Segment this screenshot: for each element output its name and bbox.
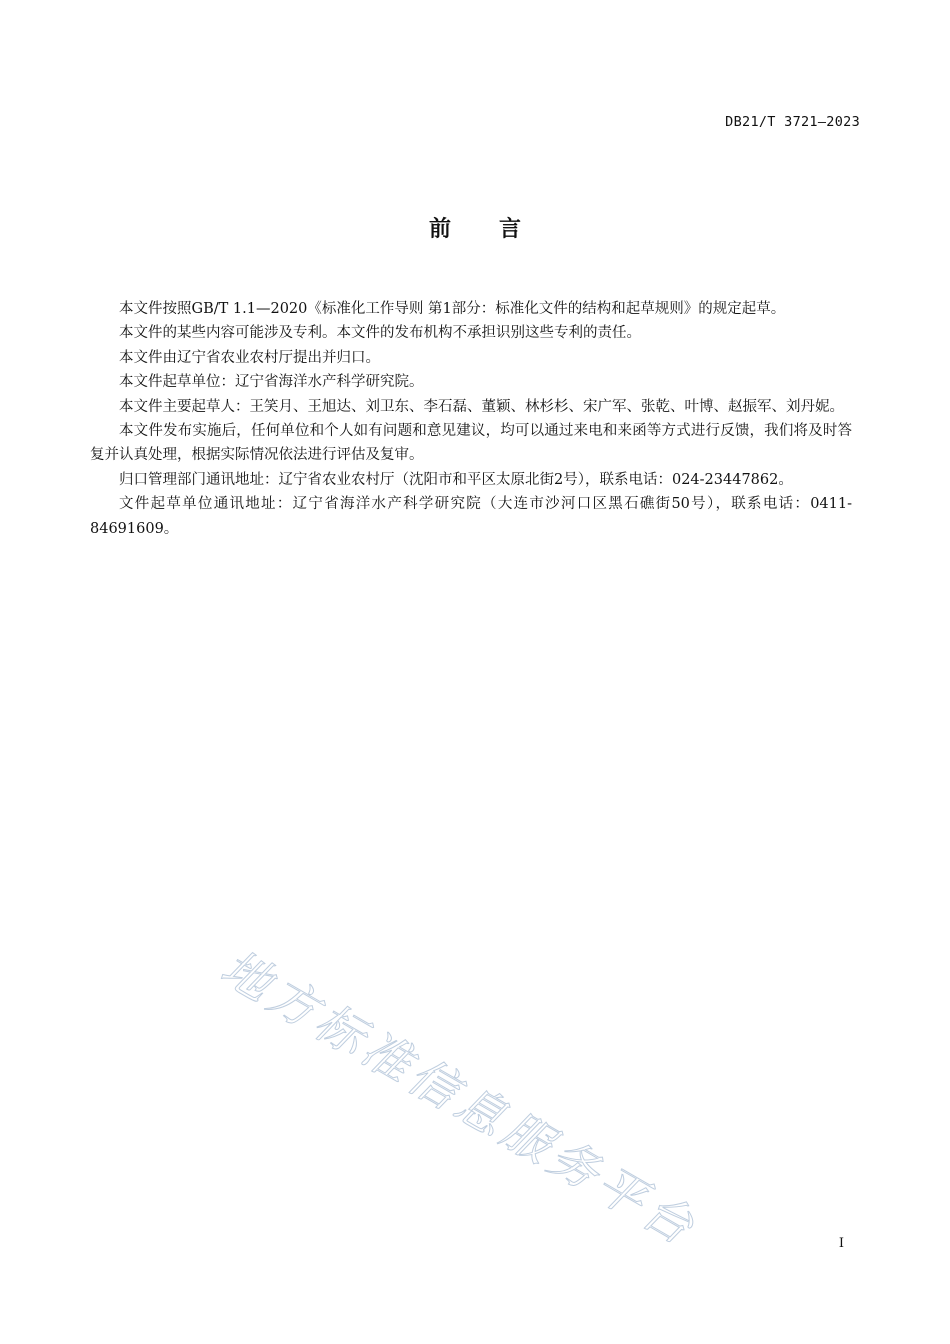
watermark: 地方标准信息服务平台 <box>211 939 708 1259</box>
paragraph-drafting-unit: 本文件起草单位：辽宁省海洋水产科学研究院。 <box>119 374 424 391</box>
page-number: I <box>838 1236 844 1251</box>
paragraph-patent-notice: 本文件的某些内容可能涉及专利。本文件的发布机构不承担识别这些专利的责任。 <box>119 325 641 342</box>
foreword-body <box>90 297 852 541</box>
paragraph-drafters: 本文件主要起草人：王笑月、王旭达、刘卫东、李石磊、董颖、林杉杉、宋广军、张乾、叶博、赵振军、刘丹妮。 <box>119 398 844 415</box>
page-title: 前言 <box>428 217 569 242</box>
paragraph-standard-basis: 本文件按照GB/T 1.1—2020《标准化工作导则 第1部分：标准化文件的结构和起草规则》的规定起草。 <box>119 301 786 317</box>
document-code: DB21/T 3721—2023 <box>725 114 860 130</box>
paragraph-drafter-address: 文件起草单位通讯地址：辽宁省海洋水产科学研究院（大连市沙河口区黑石礁街50号），联系电话：0411-84691609。 <box>90 496 852 537</box>
paragraph-feedback: 本文件发布实施后，任何单位和个人如有问题和意见建议，均可以通过来电和来函等方式进行反馈，我们将及时答复并认真处理，根据实际情况依法进行评估及复审。 <box>90 423 852 464</box>
paragraph-proposer: 本文件由辽宁省农业农村厅提出并归口。 <box>119 349 380 366</box>
paragraph-authority-address: 归口管理部门通讯地址：辽宁省农业农村厅（沈阳市和平区太原北街2号），联系电话：024-23447862。 <box>119 471 793 488</box>
